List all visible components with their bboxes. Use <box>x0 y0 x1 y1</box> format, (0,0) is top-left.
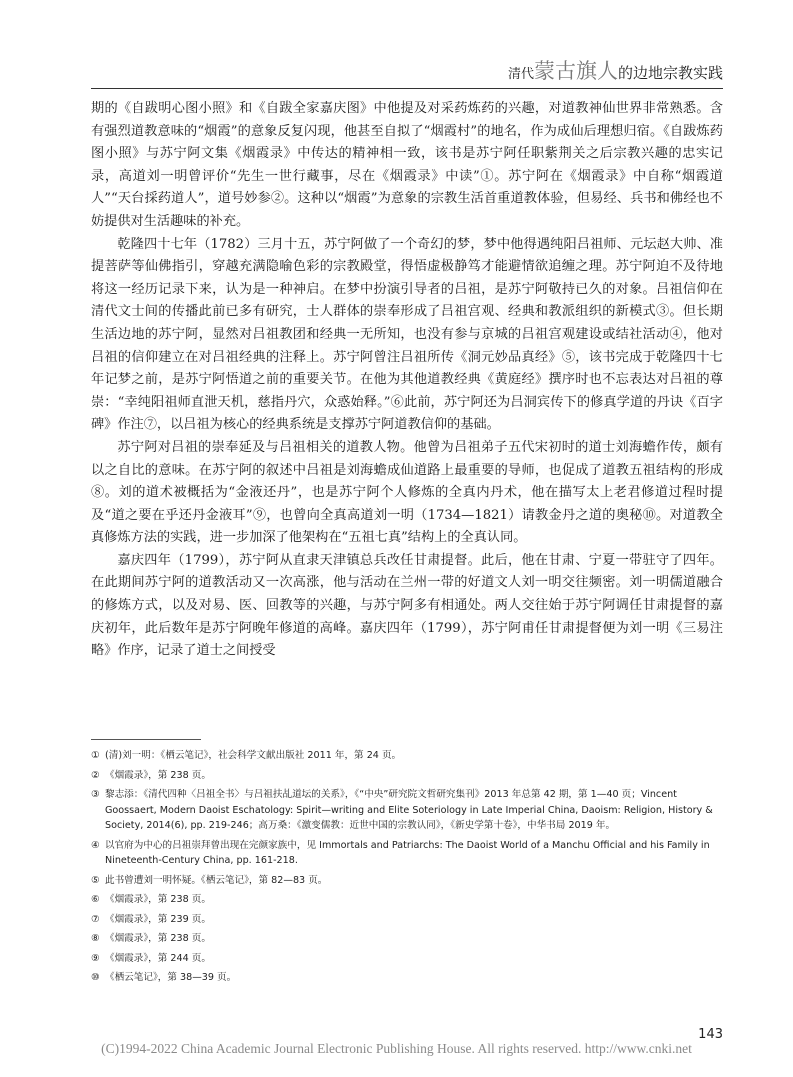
footnote <box>91 951 723 967</box>
footnote-number: ② <box>91 769 100 781</box>
paragraph: 期的《自跋明心图小照》和《自跋全家嘉庆图》中他提及对采药炼药的兴趣，对道教神仙世界非常熟悉。含有强烈道教意味的“烟霞”的意象反复闪现，他甚至自拟了“烟霞村”的地名，作为成仙后理想归宿。《自跋炼药图小照》与苏宁阿文集《烟霞录》中传达的精神相一致，该书是苏宁阿任职紫荆关之后宗教兴趣的忠实记录，高道刘一明曾评价“先生一世行藏事，尽在《烟霞录》中读”①。苏宁阿在《烟霞录》中自称“烟霞道人”“天台採药道人”，道号妙参②。这种以“烟霞”为意象的宗教生活首重道教体验，但易经、兵书和佛经也不妨提供对生活趣味的补充。 <box>91 101 723 229</box>
footnotes <box>91 748 723 990</box>
header-title-emphasis: 蒙古旗人 <box>533 59 618 83</box>
header-title-prefix: 清代 <box>507 67 534 82</box>
footnote-text: 《烟霞录》，第 244 页。 <box>105 952 211 964</box>
footnote-number: ⑤ <box>91 874 100 886</box>
footnote-number: ⑥ <box>91 894 100 905</box>
paragraph: 嘉庆四年（1799），苏宁阿从直隶天津镇总兵改任甘肃提督。此后，他在甘肃、宁夏一带驻守了四年。在此期间苏宁阿的道教活动又一次高涨，他与活动在兰州一带的好道文人刘一明交往频密。刘一明儒道融合的修炼方式，以及对易、医、回教等的兴趣，与苏宁阿多有相通处。两人交往始于苏宁阿调任甘肃提督的嘉庆初年，此后数年是苏宁阿晚年修道的高峰。嘉庆四年（1799），苏宁阿甫任甘肃提督便为刘一明《三易注略》作序，记录了道士之间授受 <box>91 552 723 659</box>
footnote-number: ⑦ <box>91 913 100 925</box>
footnote-number: ⑩ <box>91 972 100 983</box>
footnote <box>91 748 723 764</box>
header-title-suffix: 的边地宗教实践 <box>617 64 723 82</box>
footnote-number: ④ <box>91 839 100 851</box>
page-number: 143 <box>698 1027 723 1042</box>
footnote-number: ⑧ <box>91 933 100 944</box>
footnote <box>91 768 723 784</box>
footnote <box>91 873 723 889</box>
footnote-text: 《烟霞录》，第 239 页。 <box>105 913 211 925</box>
footnote <box>91 787 723 834</box>
footnote-number: ③ <box>91 789 100 800</box>
footnote <box>91 912 723 928</box>
header-title <box>508 55 723 85</box>
footnote <box>91 892 723 908</box>
running-header <box>91 60 723 89</box>
footnote-number: ① <box>91 750 100 761</box>
footnote <box>91 970 723 986</box>
footnote-text: (清)刘一明：《栖云笔记》，社会科学文献出版社 2011 年，第 24 页。 <box>105 750 402 761</box>
footnote-text: 《烟霞录》，第 238 页。 <box>105 894 211 905</box>
footnote-text: 《栖云笔记》，第 38—39 页。 <box>105 972 237 983</box>
footnote-text: 《烟霞录》，第 238 页。 <box>105 933 211 944</box>
footnote-text: 《烟霞录》，第 238 页。 <box>105 769 211 781</box>
article-body <box>91 98 723 663</box>
copyright-notice: (C)1994-2022 China Academic Journal Electronic Publishing House. All rights reserved. http://www.cnki.net <box>101 1041 692 1056</box>
footnote <box>91 931 723 947</box>
footnote-divider <box>91 739 201 740</box>
footnote-text: 此书曾遭刘一明怀疑。《栖云笔记》，第 82—83 页。 <box>105 874 328 886</box>
footnote <box>91 838 723 869</box>
footnote-number: ⑨ <box>91 952 100 964</box>
footnote-text: 黎志添：《清代四种〈吕祖全书〉与吕祖扶乩道坛的关系》，《“中央”研究院文哲研究集刊》2013 年总第 42 期，第 1—40 页；Vincent Goossaert, Modern Daoist Eschatology: Spirit—writing and Elite Soteriology in Late Imperial China, Daoism: Religion, History & Society, 2014(6), pp. 219-246；高万桑：《激变儒教：近世中国的宗教认同》，《新史学第十卷》，中华书局 2019 年。 <box>105 789 713 831</box>
paragraph: 乾隆四十七年（1782）三月十五，苏宁阿做了一个奇幻的梦，梦中他得遇纯阳吕祖师、元坛赵大帅、准提菩萨等仙佛指引，穿越充满隐喻色彩的宗教殿堂，得悟虚极静笃才能避情欲追缠之理。苏宁阿迫不及待地将这一经历记录下来，认为是一种神启。在梦中扮演引导者的吕祖，是苏宁阿敬持已久的对象。吕祖信仰在清代文士间的传播此前已多有研究，士人群体的崇奉形成了吕祖宫观、经典和教派组织的新模式③。但长期生活边地的苏宁阿，显然对吕祖教团和经典一无所知，也没有参与京城的吕祖宫观建设或结社活动④，他对吕祖的信仰建立在对吕祖经典的注释上。苏宁阿曾注吕祖所传《洞元妙品真经》⑤，该书完成于乾隆四十七年记梦之前，是苏宁阿悟道之前的重要关节。在他为其他道教经典《黄庭经》撰序时也不忘表达对吕祖的尊崇：“幸纯阳祖师直泄天机，慈指丹穴，众惑始释。”⑥此前，苏宁阿还为吕洞宾传下的修真学道的丹诀《百字碑》作注⑦，以吕祖为核心的经典系统是支撑苏宁阿道教信仰的基础。 <box>91 236 723 433</box>
footnote-text: 以官府为中心的吕祖崇拜曾出现在完颜家族中，见 Immortals and Patriarchs: The Daoist World of a Manchu Official and his Family in Nineteenth-Century China, pp. 161-218. <box>105 839 710 866</box>
paragraph: 苏宁阿对吕祖的崇奉延及与吕祖相关的道教人物。他曾为吕祖弟子五代宋初时的道士刘海蟾作传，颇有以之自比的意味。在苏宁阿的叙述中吕祖是刘海蟾成仙道路上最重要的导师，也促成了道教五祖结构的形成⑧。刘的道术被概括为“金液还丹”，也是苏宁阿个人修炼的全真内丹术，他在描写太上老君修道过程时提及“道之要在乎还丹金液耳”⑨，也曾向全真高道刘一明（1734—1821）请教金丹之道的奥秘⑩。对道教全真修炼方法的实践，进一步加深了他架构在“五祖七真”结构上的全真认同。 <box>91 439 723 546</box>
